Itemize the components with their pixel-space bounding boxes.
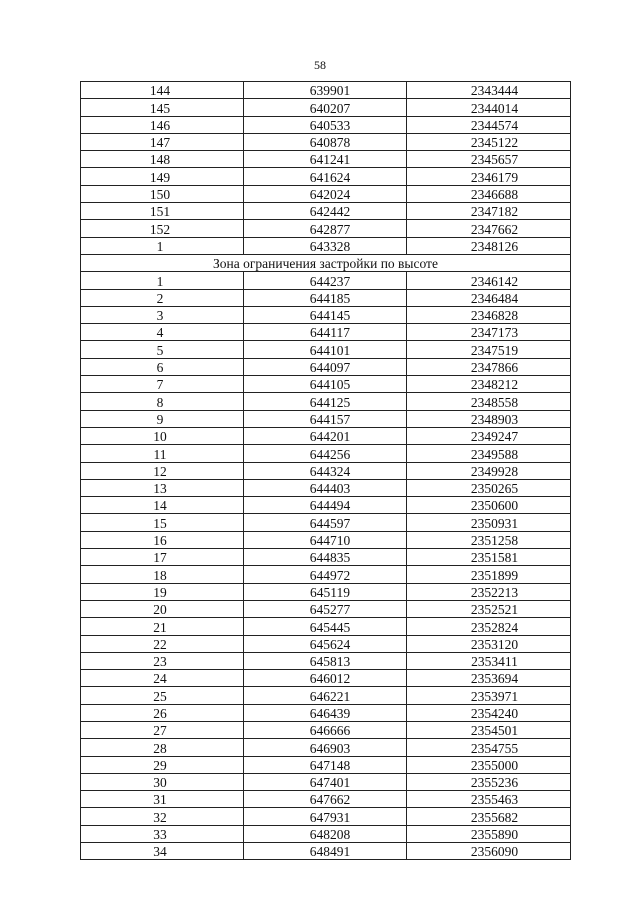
point-number-cell: 6 <box>81 358 244 375</box>
x-coordinate-cell: 640878 <box>244 133 407 150</box>
point-number-cell: 20 <box>81 600 244 617</box>
y-coordinate-cell: 2346688 <box>407 185 571 202</box>
y-coordinate-cell: 2353971 <box>407 687 571 704</box>
table-row <box>81 687 571 704</box>
y-coordinate-cell: 2350600 <box>407 497 571 514</box>
point-number-cell: 16 <box>81 531 244 548</box>
y-coordinate-cell: 2348126 <box>407 237 571 254</box>
x-coordinate-cell: 642024 <box>244 185 407 202</box>
table-row <box>81 549 571 566</box>
table-row <box>81 237 571 254</box>
table-row <box>81 773 571 790</box>
point-number-cell: 2 <box>81 289 244 306</box>
point-number-cell: 14 <box>81 497 244 514</box>
y-coordinate-cell: 2355682 <box>407 808 571 825</box>
x-coordinate-cell: 645445 <box>244 618 407 635</box>
x-coordinate-cell: 645119 <box>244 583 407 600</box>
x-coordinate-cell: 647148 <box>244 756 407 773</box>
point-number-cell: 31 <box>81 791 244 808</box>
y-coordinate-cell: 2344574 <box>407 116 571 133</box>
x-coordinate-cell: 644324 <box>244 462 407 479</box>
table-row <box>81 635 571 652</box>
x-coordinate-cell: 640207 <box>244 99 407 116</box>
table-row <box>81 618 571 635</box>
table-row <box>81 531 571 548</box>
section-header-group <box>81 254 571 271</box>
x-coordinate-cell: 644105 <box>244 376 407 393</box>
table-row <box>81 445 571 462</box>
point-number-cell: 144 <box>81 82 244 99</box>
table-row <box>81 151 571 168</box>
y-coordinate-cell: 2353694 <box>407 670 571 687</box>
y-coordinate-cell: 2345122 <box>407 133 571 150</box>
section-header-row <box>81 254 571 271</box>
x-coordinate-cell: 644097 <box>244 358 407 375</box>
table-row <box>81 393 571 410</box>
table-row <box>81 462 571 479</box>
x-coordinate-cell: 644185 <box>244 289 407 306</box>
x-coordinate-cell: 644145 <box>244 306 407 323</box>
table-row <box>81 168 571 185</box>
y-coordinate-cell: 2346828 <box>407 306 571 323</box>
table-row <box>81 185 571 202</box>
coordinates-table-body-after <box>81 272 571 860</box>
point-number-cell: 150 <box>81 185 244 202</box>
x-coordinate-cell: 639901 <box>244 82 407 99</box>
table-row <box>81 721 571 738</box>
table-row <box>81 324 571 341</box>
point-number-cell: 3 <box>81 306 244 323</box>
x-coordinate-cell: 644256 <box>244 445 407 462</box>
x-coordinate-cell: 646012 <box>244 670 407 687</box>
point-number-cell: 149 <box>81 168 244 185</box>
table-row <box>81 566 571 583</box>
point-number-cell: 24 <box>81 670 244 687</box>
table-row <box>81 791 571 808</box>
point-number-cell: 9 <box>81 410 244 427</box>
x-coordinate-cell: 646439 <box>244 704 407 721</box>
x-coordinate-cell: 641241 <box>244 151 407 168</box>
y-coordinate-cell: 2350931 <box>407 514 571 531</box>
point-number-cell: 17 <box>81 549 244 566</box>
x-coordinate-cell: 644201 <box>244 427 407 444</box>
point-number-cell: 15 <box>81 514 244 531</box>
y-coordinate-cell: 2352824 <box>407 618 571 635</box>
table-row <box>81 133 571 150</box>
y-coordinate-cell: 2355000 <box>407 756 571 773</box>
point-number-cell: 1 <box>81 237 244 254</box>
coordinates-table <box>80 81 571 860</box>
y-coordinate-cell: 2351581 <box>407 549 571 566</box>
table-row <box>81 670 571 687</box>
x-coordinate-cell: 644237 <box>244 272 407 289</box>
y-coordinate-cell: 2349247 <box>407 427 571 444</box>
section-title: Зона ограничения застройки по высоте <box>81 254 571 271</box>
table-row <box>81 289 571 306</box>
coordinates-table-body-before <box>81 82 571 255</box>
table-row <box>81 220 571 237</box>
x-coordinate-cell: 645277 <box>244 600 407 617</box>
point-number-cell: 32 <box>81 808 244 825</box>
point-number-cell: 145 <box>81 99 244 116</box>
x-coordinate-cell: 648208 <box>244 825 407 842</box>
y-coordinate-cell: 2355890 <box>407 825 571 842</box>
x-coordinate-cell: 644117 <box>244 324 407 341</box>
table-row <box>81 497 571 514</box>
y-coordinate-cell: 2343444 <box>407 82 571 99</box>
x-coordinate-cell: 646666 <box>244 721 407 738</box>
point-number-cell: 146 <box>81 116 244 133</box>
y-coordinate-cell: 2353411 <box>407 652 571 669</box>
x-coordinate-cell: 641624 <box>244 168 407 185</box>
table-row <box>81 272 571 289</box>
x-coordinate-cell: 644972 <box>244 566 407 583</box>
y-coordinate-cell: 2349588 <box>407 445 571 462</box>
x-coordinate-cell: 648491 <box>244 843 407 860</box>
x-coordinate-cell: 645813 <box>244 652 407 669</box>
x-coordinate-cell: 642877 <box>244 220 407 237</box>
y-coordinate-cell: 2354240 <box>407 704 571 721</box>
point-number-cell: 1 <box>81 272 244 289</box>
table-row <box>81 341 571 358</box>
x-coordinate-cell: 644710 <box>244 531 407 548</box>
x-coordinate-cell: 644157 <box>244 410 407 427</box>
x-coordinate-cell: 647401 <box>244 773 407 790</box>
point-number-cell: 147 <box>81 133 244 150</box>
x-coordinate-cell: 644835 <box>244 549 407 566</box>
y-coordinate-cell: 2347866 <box>407 358 571 375</box>
x-coordinate-cell: 640533 <box>244 116 407 133</box>
table-row <box>81 583 571 600</box>
x-coordinate-cell: 645624 <box>244 635 407 652</box>
point-number-cell: 19 <box>81 583 244 600</box>
y-coordinate-cell: 2355236 <box>407 773 571 790</box>
y-coordinate-cell: 2347662 <box>407 220 571 237</box>
y-coordinate-cell: 2346484 <box>407 289 571 306</box>
table-row <box>81 739 571 756</box>
y-coordinate-cell: 2348903 <box>407 410 571 427</box>
table-row <box>81 808 571 825</box>
point-number-cell: 11 <box>81 445 244 462</box>
x-coordinate-cell: 644597 <box>244 514 407 531</box>
y-coordinate-cell: 2345657 <box>407 151 571 168</box>
y-coordinate-cell: 2348558 <box>407 393 571 410</box>
y-coordinate-cell: 2356090 <box>407 843 571 860</box>
table-row <box>81 116 571 133</box>
point-number-cell: 10 <box>81 427 244 444</box>
point-number-cell: 30 <box>81 773 244 790</box>
y-coordinate-cell: 2354755 <box>407 739 571 756</box>
table-row <box>81 306 571 323</box>
point-number-cell: 5 <box>81 341 244 358</box>
x-coordinate-cell: 647931 <box>244 808 407 825</box>
y-coordinate-cell: 2346179 <box>407 168 571 185</box>
point-number-cell: 13 <box>81 479 244 496</box>
point-number-cell: 7 <box>81 376 244 393</box>
table-row <box>81 843 571 860</box>
table-row <box>81 652 571 669</box>
y-coordinate-cell: 2352213 <box>407 583 571 600</box>
y-coordinate-cell: 2353120 <box>407 635 571 652</box>
point-number-cell: 27 <box>81 721 244 738</box>
x-coordinate-cell: 644403 <box>244 479 407 496</box>
x-coordinate-cell: 647662 <box>244 791 407 808</box>
table-row <box>81 203 571 220</box>
point-number-cell: 148 <box>81 151 244 168</box>
table-row <box>81 479 571 496</box>
point-number-cell: 151 <box>81 203 244 220</box>
y-coordinate-cell: 2350265 <box>407 479 571 496</box>
point-number-cell: 18 <box>81 566 244 583</box>
table-row <box>81 82 571 99</box>
y-coordinate-cell: 2351899 <box>407 566 571 583</box>
point-number-cell: 34 <box>81 843 244 860</box>
point-number-cell: 28 <box>81 739 244 756</box>
y-coordinate-cell: 2355463 <box>407 791 571 808</box>
table-row <box>81 358 571 375</box>
table-row <box>81 825 571 842</box>
x-coordinate-cell: 644125 <box>244 393 407 410</box>
table-row <box>81 704 571 721</box>
y-coordinate-cell: 2347182 <box>407 203 571 220</box>
point-number-cell: 25 <box>81 687 244 704</box>
point-number-cell: 22 <box>81 635 244 652</box>
point-number-cell: 8 <box>81 393 244 410</box>
table-row <box>81 410 571 427</box>
y-coordinate-cell: 2351258 <box>407 531 571 548</box>
y-coordinate-cell: 2349928 <box>407 462 571 479</box>
y-coordinate-cell: 2348212 <box>407 376 571 393</box>
point-number-cell: 23 <box>81 652 244 669</box>
table-row <box>81 756 571 773</box>
y-coordinate-cell: 2344014 <box>407 99 571 116</box>
point-number-cell: 12 <box>81 462 244 479</box>
y-coordinate-cell: 2352521 <box>407 600 571 617</box>
y-coordinate-cell: 2346142 <box>407 272 571 289</box>
y-coordinate-cell: 2347173 <box>407 324 571 341</box>
y-coordinate-cell: 2347519 <box>407 341 571 358</box>
x-coordinate-cell: 642442 <box>244 203 407 220</box>
table-row <box>81 514 571 531</box>
page-number: 58 <box>314 58 326 72</box>
table-row <box>81 99 571 116</box>
point-number-cell: 33 <box>81 825 244 842</box>
table-row <box>81 376 571 393</box>
point-number-cell: 29 <box>81 756 244 773</box>
point-number-cell: 21 <box>81 618 244 635</box>
point-number-cell: 4 <box>81 324 244 341</box>
x-coordinate-cell: 644494 <box>244 497 407 514</box>
point-number-cell: 26 <box>81 704 244 721</box>
y-coordinate-cell: 2354501 <box>407 721 571 738</box>
x-coordinate-cell: 646221 <box>244 687 407 704</box>
x-coordinate-cell: 646903 <box>244 739 407 756</box>
point-number-cell: 152 <box>81 220 244 237</box>
x-coordinate-cell: 644101 <box>244 341 407 358</box>
x-coordinate-cell: 643328 <box>244 237 407 254</box>
table-row <box>81 427 571 444</box>
table-row <box>81 600 571 617</box>
